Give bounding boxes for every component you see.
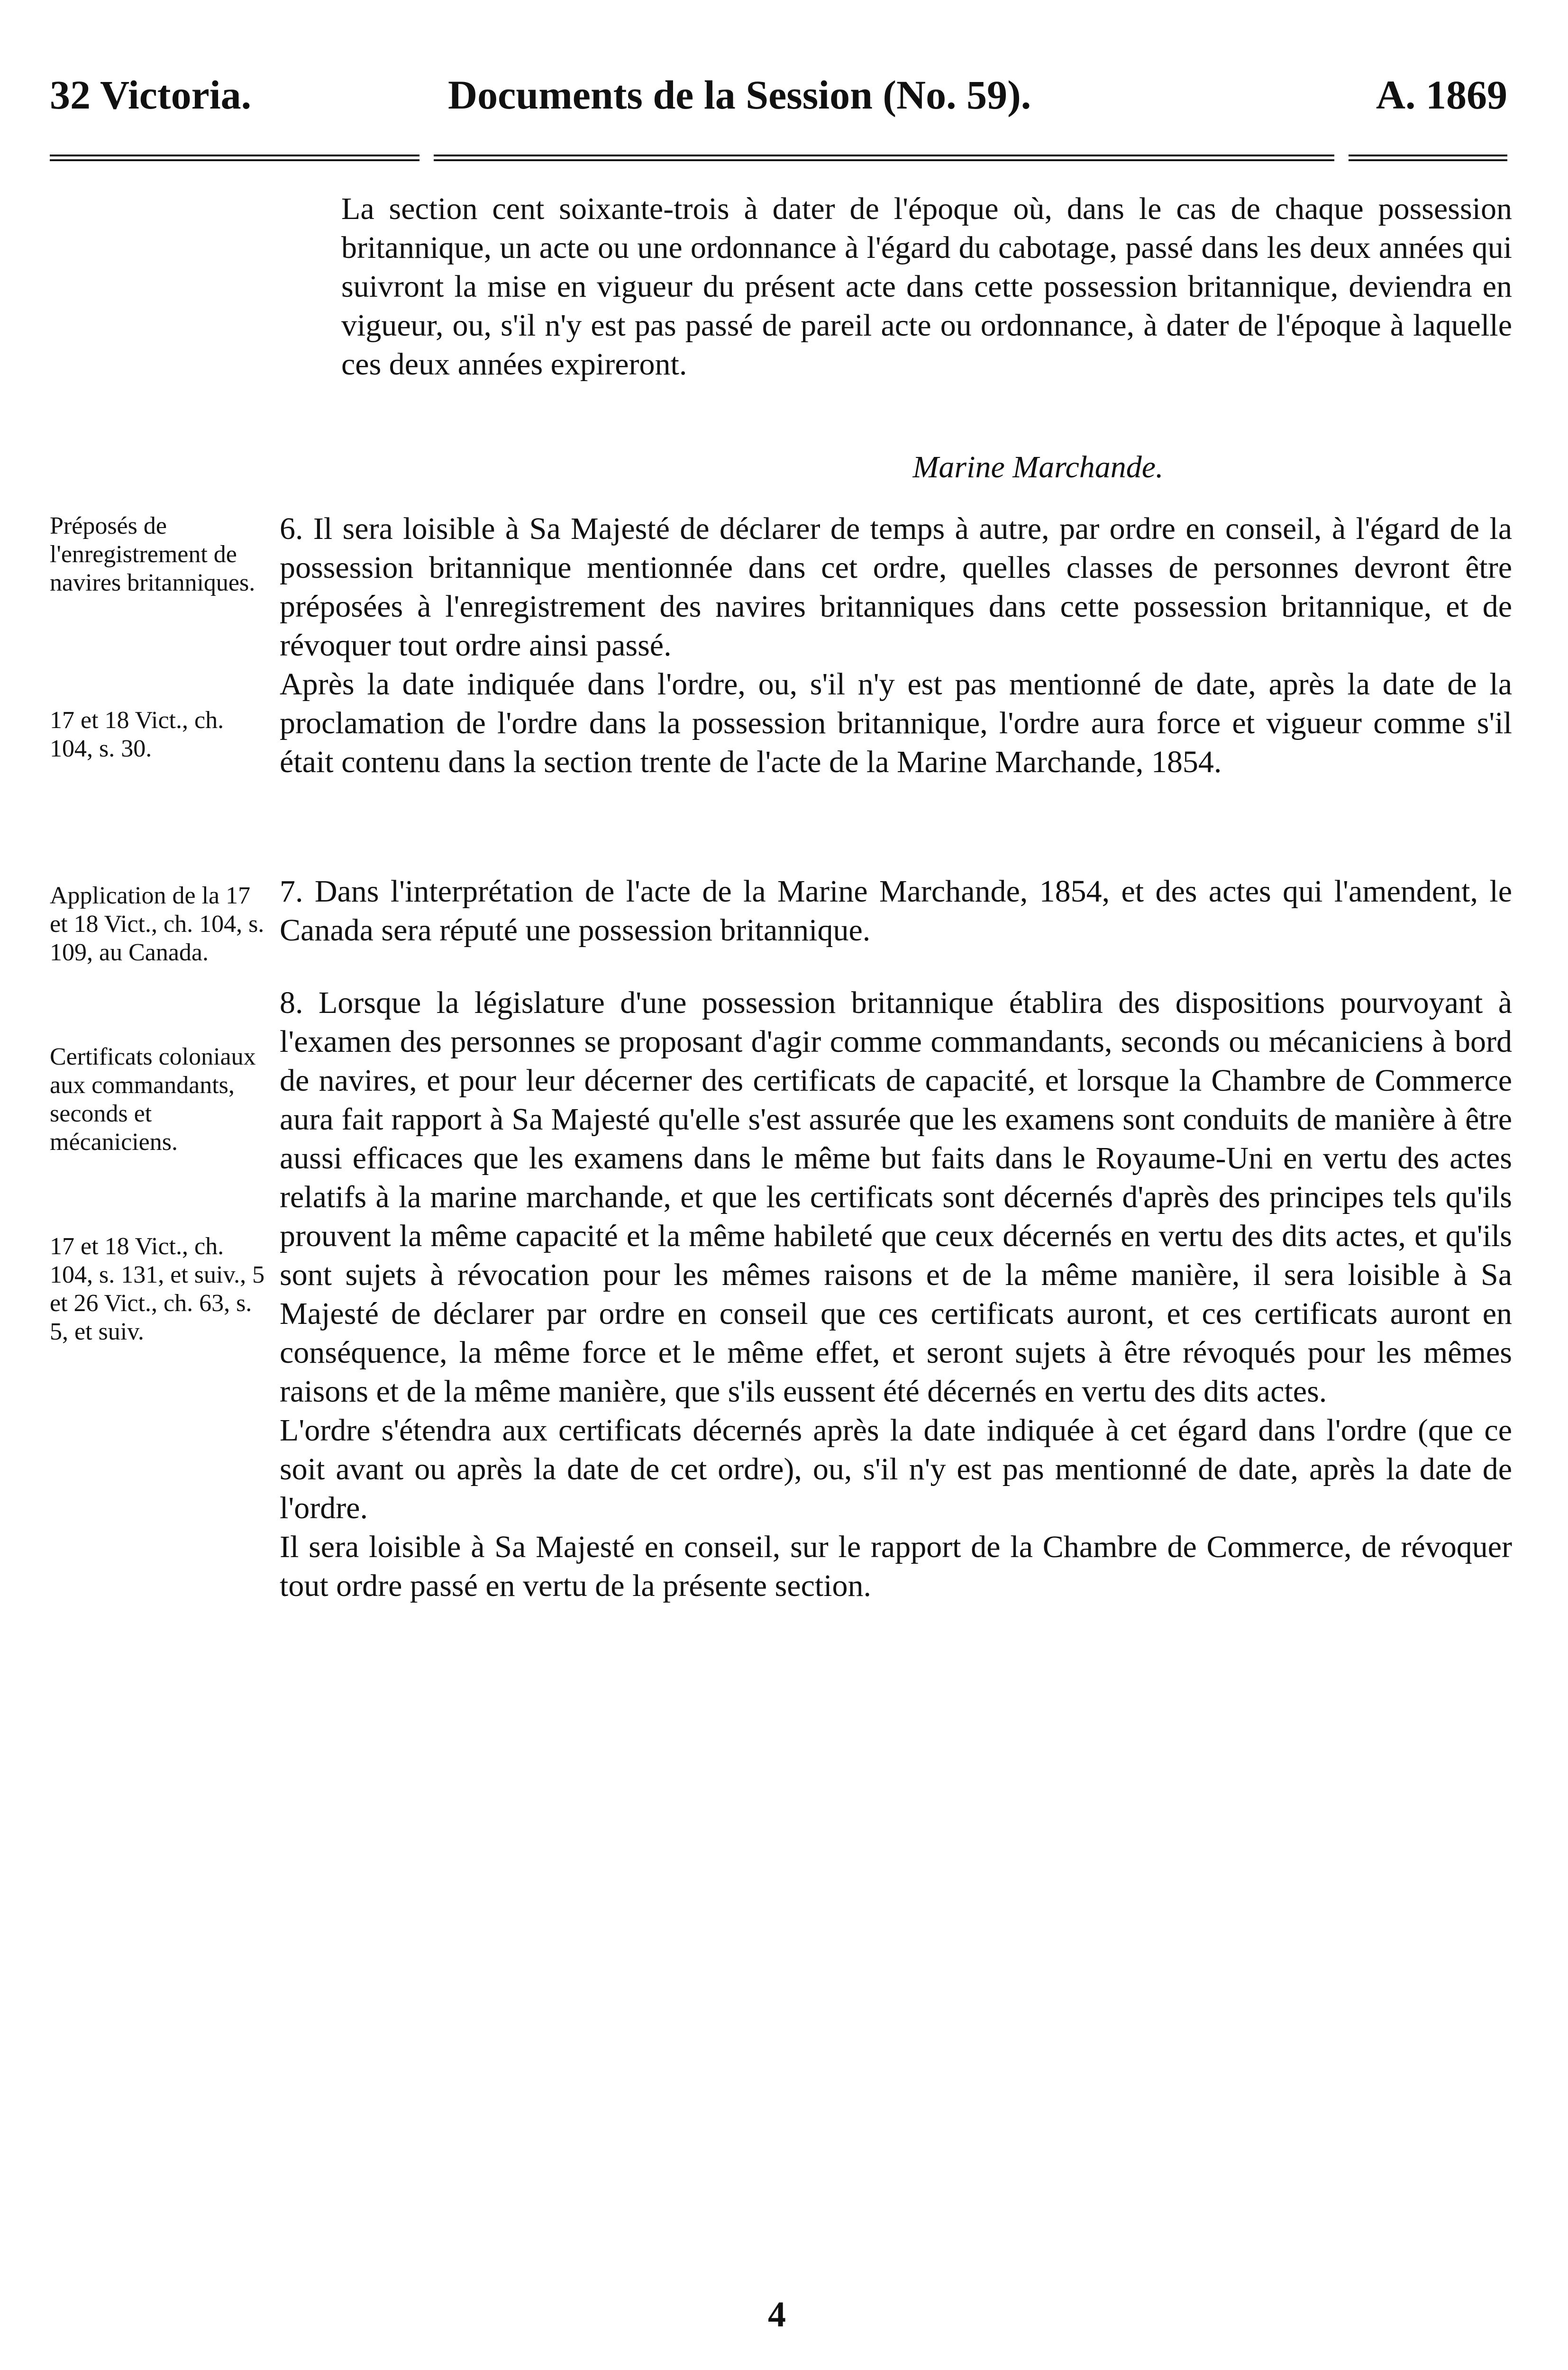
marginal-note-3: Application de la 17 et 18 Vict., ch. 104, s. 109, au Canada. (50, 882, 264, 966)
header-rule-right (1349, 155, 1507, 161)
marginal-note-1: Préposés de l'enregistrement de navires britanniques. (50, 512, 255, 596)
section-6-paragraph-1: 6. Il sera loisible à Sa Majesté de déclarer de temps à autre, par ordre en conseil, à l'égard de la possession britannique mentionnée dans cet ordre, quelles classes de personnes devront être préposées à l'enregistrement des navires britanniques dans cette possession britannique, et de révoquer tout ordre ainsi passé. (280, 511, 1512, 663)
header-center: Documents de la Session (No. 59). (448, 72, 1031, 118)
page-number: 4 (768, 2295, 786, 2334)
section-8-paragraph-3: Il sera loisible à Sa Majesté en conseil, sur le rapport de la Chambre de Commerce, de révoquer tout ordre passé en vertu de la présente section. (280, 1530, 1512, 1603)
header-rule-left (50, 155, 419, 161)
section-8-paragraph-2: L'ordre s'étendra aux certificats décernés après la date indiquée à cet égard dans l'ordre (que ce soit avant ou après la date de cet ordre), ou, s'il n'y est pas mentionné de date, après la date de l'ordre. (280, 1413, 1512, 1525)
section-6-paragraph-2: Après la date indiquée dans l'ordre, ou, s'il n'y est pas mentionné de date, après la date de la proclamation de l'ordre dans la possession britannique, l'ordre aura force et vigueur comme s'il était contenu dans la section trente de l'acte de la Marine Marchande, 1854. (280, 667, 1512, 779)
section-8-block (280, 984, 1512, 1605)
page-header (50, 62, 1507, 128)
intro-paragraph: La section cent soixante-trois à dater de l'époque où, dans le cas de chaque possession britannique, un acte ou une ordonnance à l'égard du cabotage, passé dans les deux années qui suivront la mise en vigueur du présent acte dans cette possession britannique, deviendra en vigueur, ou, s'il n'y est pas passé de pareil acte ou ordonnance, à dater de l'époque à laquelle ces deux années expireront. (341, 191, 1512, 382)
header-right: A. 1869 (1376, 72, 1507, 118)
header-left: 32 Victoria. (50, 72, 252, 118)
section-8-paragraph-1: 8. Lorsque la législature d'une possession britannique établira des dispositions pourvoyant à l'examen des personnes se proposant d'agir comme commandants, seconds ou mécaniciens à bord de navires, et pour leur décerner des certificats de capacité, et lorsque la Chambre de Commerce aura fait rapport à Sa Majesté qu'elle s'est assurée que les examens sont conduits de manière à être aussi efficaces que les examens dans le même but faits dans le Royaume-Uni en vertu des actes relatifs à la marine marchande, et que les certificats sont décernés d'après des principes tels qu'ils prouvent la même capacité et la même habileté que ceux décernés en vertu des dits actes, et qu'ils sont sujets à révocation pour les mêmes raisons et de la même manière, il sera loisible à Sa Majesté de déclarer par ordre en conseil que ces certificats auront, et ces certificats auront en conséquence, la même force et le même effet, et seront sujets à être révoqués pour les mêmes raisons et de la même manière, que s'ils eussent été décernés en vertu des dits actes. (280, 985, 1512, 1409)
section-7-block (280, 872, 1512, 950)
section-6-block (280, 510, 1512, 782)
marginal-note-4: Certificats coloniaux aux commandants, seconds et mécaniciens. (50, 1043, 256, 1156)
section-subheading: Marine Marchande. (912, 450, 1164, 484)
header-rule-center (434, 155, 1334, 161)
section-7-paragraph: 7. Dans l'interprétation de l'acte de la Marine Marchande, 1854, et des actes qui l'amendent, le Canada sera réputé une possession britannique. (280, 874, 1512, 948)
marginal-note-5: 17 et 18 Vict., ch. 104, s. 131, et suiv., 5 et 26 Vict., ch. 63, s. 5, et suiv. (50, 1233, 265, 1345)
marginal-note-2: 17 et 18 Vict., ch. 104, s. 30. (50, 707, 224, 762)
intro-paragraph-block (280, 190, 1512, 384)
